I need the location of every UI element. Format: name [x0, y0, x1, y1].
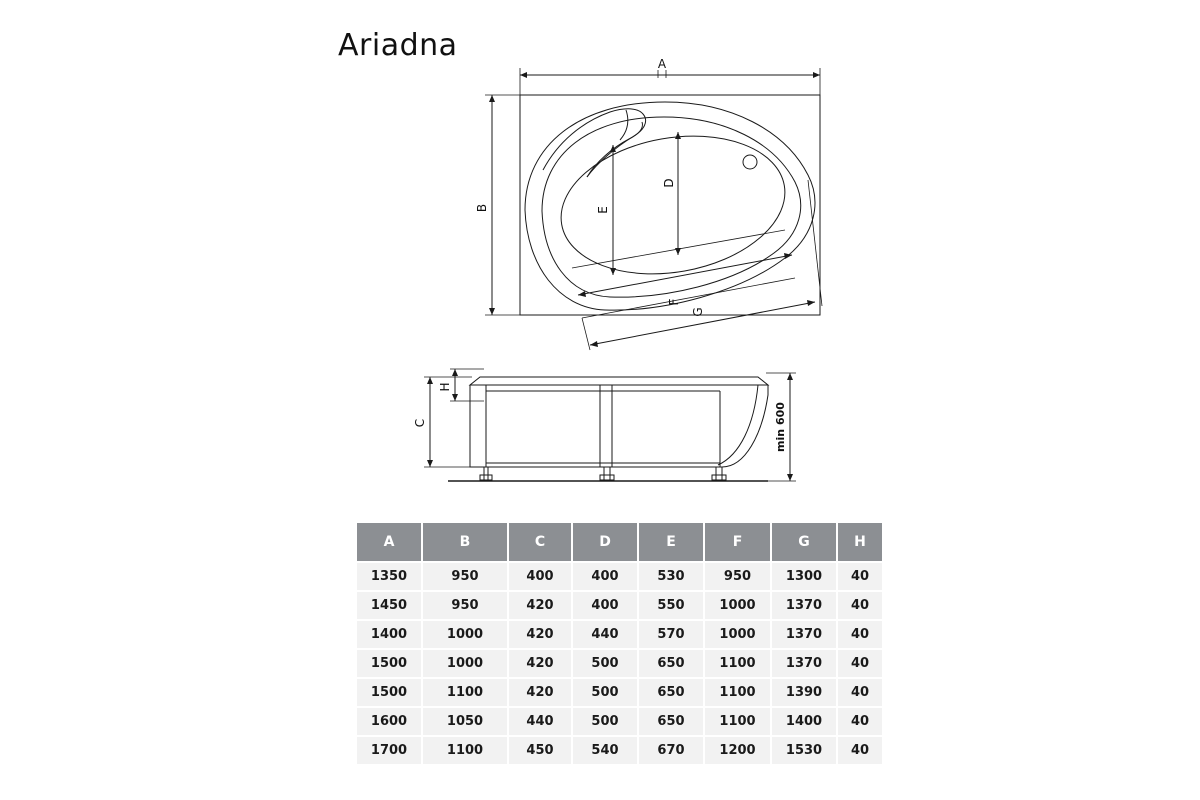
cell: 1390 [771, 678, 837, 707]
bath-bowl-ellipse [550, 119, 796, 290]
cell: 420 [508, 678, 572, 707]
table-row [356, 707, 883, 736]
cell: 1050 [422, 707, 508, 736]
dim-d-label: D [662, 178, 676, 188]
cell: 40 [837, 649, 883, 678]
cell: 500 [572, 649, 638, 678]
column-header-a: A [356, 522, 422, 562]
column-header-g: G [771, 522, 837, 562]
cell: 1370 [771, 649, 837, 678]
cell: 1100 [422, 736, 508, 765]
side-view-svg [400, 355, 820, 515]
cell: 400 [572, 591, 638, 620]
cell: 1200 [704, 736, 771, 765]
cell: 950 [704, 562, 771, 591]
bath-outline-outer [525, 102, 815, 310]
cell: 400 [508, 562, 572, 591]
cell: 1370 [771, 591, 837, 620]
table-row [356, 620, 883, 649]
bath-headrest-detail-3 [620, 110, 628, 140]
cell: 650 [638, 649, 704, 678]
dim-b-arrow-top [489, 95, 495, 102]
cell: 440 [508, 707, 572, 736]
cell: 1530 [771, 736, 837, 765]
table-row [356, 591, 883, 620]
cell: 1100 [422, 678, 508, 707]
cell: 1100 [704, 707, 771, 736]
cell: 400 [572, 562, 638, 591]
cell: 1400 [771, 707, 837, 736]
cell: 570 [638, 620, 704, 649]
cell: 450 [508, 736, 572, 765]
cell: 550 [638, 591, 704, 620]
cell: 650 [638, 678, 704, 707]
cell: 950 [422, 591, 508, 620]
cell: 1370 [771, 620, 837, 649]
cell: 420 [508, 649, 572, 678]
cell: 420 [508, 591, 572, 620]
table-row [356, 562, 883, 591]
table-row [356, 678, 883, 707]
page-title: Ariadna [338, 28, 458, 63]
foot-right [716, 467, 722, 481]
cell: 1450 [356, 591, 422, 620]
drain-circle [743, 155, 757, 169]
cell: 500 [572, 707, 638, 736]
column-header-e: E [638, 522, 704, 562]
cell: 1500 [356, 678, 422, 707]
dim-e-label: E [596, 206, 610, 214]
cell: 40 [837, 591, 883, 620]
foot-right-pad [712, 475, 726, 480]
dim-a-label: A [657, 57, 667, 71]
cell: 1000 [422, 620, 508, 649]
table-row [356, 649, 883, 678]
cell: 40 [837, 562, 883, 591]
cell: 670 [638, 736, 704, 765]
cell: 530 [638, 562, 704, 591]
cell: 1700 [356, 736, 422, 765]
cell: 40 [837, 736, 883, 765]
cell: 1300 [771, 562, 837, 591]
side-view-drawing [400, 355, 820, 519]
cell: 40 [837, 620, 883, 649]
bath-body-outline [470, 385, 768, 467]
dim-c-label: C [413, 418, 427, 428]
cell: 420 [508, 620, 572, 649]
cell: 500 [572, 678, 638, 707]
foot-mid [604, 467, 610, 481]
dim-g-label: G [691, 307, 705, 317]
foot-left-pad [480, 475, 492, 480]
cell: 950 [422, 562, 508, 591]
column-header-h: H [837, 522, 883, 562]
table-row [356, 736, 883, 765]
dim-b-arrow-bottom [489, 308, 495, 315]
cell: 650 [638, 707, 704, 736]
dim-f-label: F [667, 298, 681, 306]
cell: 440 [572, 620, 638, 649]
dim-a-arrow-left [520, 72, 527, 78]
cell: 1500 [356, 649, 422, 678]
cell: 40 [837, 707, 883, 736]
dimensions-table [355, 521, 884, 766]
dim-h-label: H [438, 382, 452, 392]
cell: 40 [837, 678, 883, 707]
foot-mid-pad [600, 475, 614, 480]
cell: 1000 [704, 620, 771, 649]
dim-a-arrow-right [813, 72, 820, 78]
table-header-row [356, 522, 883, 562]
dim-min600-label: min 600 [774, 402, 787, 452]
cell: 1600 [356, 707, 422, 736]
column-header-f: F [704, 522, 771, 562]
foot-left [484, 467, 488, 481]
bath-outline-rim [542, 117, 801, 297]
cell: 540 [572, 736, 638, 765]
dim-b-label: B [475, 203, 489, 213]
column-header-b: B [422, 522, 508, 562]
column-header-d: D [572, 522, 638, 562]
cell: 1400 [356, 620, 422, 649]
plan-view-drawing [430, 50, 850, 374]
bath-rim-top [470, 377, 768, 385]
cell: 1350 [356, 562, 422, 591]
cell: 1000 [422, 649, 508, 678]
cell: 1100 [704, 649, 771, 678]
column-header-c: C [508, 522, 572, 562]
plan-view-svg [430, 50, 850, 370]
cell: 1100 [704, 678, 771, 707]
cell: 1000 [704, 591, 771, 620]
bath-right-slope [718, 385, 758, 465]
